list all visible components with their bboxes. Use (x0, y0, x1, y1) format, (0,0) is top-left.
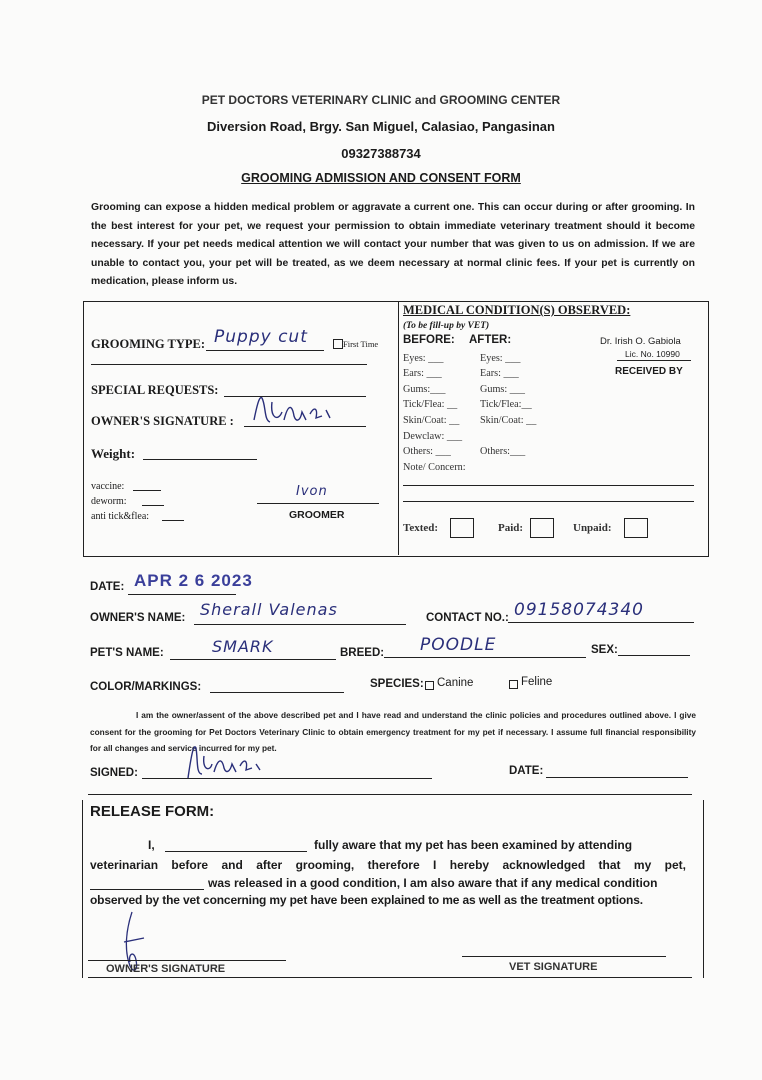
pet-name-label: PET'S NAME: (90, 647, 164, 659)
after-skin-coat: Skin/Coat: __ (480, 415, 537, 426)
release-line1-suffix: fully aware that my pet has been examined by attending (314, 838, 633, 852)
color-markings-label: COLOR/MARKINGS: (90, 681, 202, 693)
release-owner-name-line (165, 851, 307, 852)
before-eyes: Eyes: ___ (403, 353, 444, 364)
release-pet-name-line (90, 889, 204, 890)
pet-name-value[interactable]: SMARK (212, 637, 274, 656)
anti-tick-line (162, 520, 184, 521)
breed-label: BREED: (340, 647, 385, 659)
canine-checkbox[interactable] (425, 681, 434, 690)
before-skin-coat: Skin/Coat: __ (403, 415, 460, 426)
after-label: AFTER: (469, 334, 512, 346)
groomer-name: Ivon (296, 484, 328, 499)
note-concern-label: Note/ Concern: (403, 462, 466, 473)
owner-signature-image (244, 392, 344, 432)
received-by-label: RECEIVED BY (615, 366, 683, 377)
after-tick-flea: Tick/Flea:__ (480, 399, 532, 410)
contact-line (508, 622, 694, 623)
weight-line (143, 459, 257, 460)
vet-sig-line (462, 956, 666, 957)
date-line (128, 594, 236, 595)
groomer-line (257, 503, 379, 504)
first-time-checkbox[interactable] (333, 339, 343, 349)
sex-label: SEX: (591, 644, 618, 656)
unpaid-label: Unpaid: (573, 522, 612, 534)
box-divider (398, 301, 399, 555)
texted-label: Texted: (403, 522, 439, 534)
texted-checkbox[interactable] (450, 518, 474, 538)
owner-signature-label: OWNER'S SIGNATURE : (91, 414, 234, 428)
owner-name-line (194, 624, 406, 625)
grooming-type-line (206, 350, 324, 351)
intro-paragraph: Grooming can expose a hidden medical problem or aggravate a current one. This can occur during or after grooming. In the best interest for your pet, we request your permission to obtain immediate veterinary treatment should it become necessary. If your pet needs medical attention we will contact your number that was given to us on admission. If we are unable to contact you, your pet will be treated, as we deem necessary at normal clinic fees. If your pet is currently on medication, please inform us. (91, 202, 695, 287)
special-requests-label: SPECIAL REQUESTS: (91, 383, 219, 397)
feline-checkbox[interactable] (509, 680, 518, 689)
after-eyes: Eyes: ___ (480, 353, 521, 364)
signed-signature-image (180, 740, 270, 785)
canine-label: Canine (437, 677, 474, 689)
deworm-line (142, 505, 164, 506)
signed-label: SIGNED: (90, 767, 138, 779)
vaccine-line (133, 490, 161, 491)
owner-name-label: OWNER'S NAME: (90, 612, 186, 624)
color-markings-line (210, 692, 344, 693)
paid-checkbox[interactable] (530, 518, 554, 538)
before-dewclaw: Dewclaw: ___ (403, 431, 463, 442)
anti-tick-label: anti tick&flea: (91, 511, 150, 522)
note-line-2 (403, 501, 694, 502)
feline-label: Feline (521, 676, 553, 688)
after-ears: Ears: ___ (480, 368, 519, 379)
release-line1-prefix: I, (148, 838, 155, 852)
release-line2: veterinarian before and after grooming, therefore I hereby acknowledged that my pet, (90, 858, 686, 872)
release-line4: observed by the vet concerning my pet have been explained to me as well as the treatment options. (90, 893, 643, 907)
date2-line (546, 777, 688, 778)
before-others: Others: ___ (403, 446, 451, 457)
release-title: RELEASE FORM: (90, 803, 215, 820)
vet-license-line (617, 360, 691, 361)
clinic-address: Diversion Road, Brgy. San Miguel, Calasiao, Pangasinan (207, 119, 555, 134)
clinic-name: PET DOCTORS VETERINARY CLINIC and GROOMING CENTER (201, 93, 561, 107)
breed-value[interactable]: POODLE (420, 635, 497, 655)
contact-label: CONTACT NO.: (426, 612, 509, 624)
vaccine-label: vaccine: (91, 481, 125, 492)
unpaid-checkbox[interactable] (624, 518, 648, 538)
owner-name-value[interactable]: Sherall Valenas (200, 600, 338, 619)
after-gums: Gums: ___ (480, 384, 525, 395)
owner-sig-label: OWNER'S SIGNATURE (106, 963, 226, 975)
pet-name-line (170, 659, 336, 660)
deworm-label: deworm: (91, 496, 127, 507)
before-ears: Ears: ___ (403, 368, 442, 379)
species-label: SPECIES: (370, 678, 424, 690)
grooming-type-value[interactable]: Puppy cut (214, 327, 308, 347)
owner-sig-line (88, 960, 286, 961)
vet-sig-label: VET SIGNATURE (509, 961, 598, 973)
form-title: GROOMING ADMISSION AND CONSENT FORM (241, 171, 521, 185)
note-line-1 (403, 485, 694, 486)
before-tick-flea: Tick/Flea: __ (403, 399, 458, 410)
grooming-type-line-2 (91, 364, 367, 365)
vet-name: Dr. Irish O. Gabiola (600, 336, 681, 347)
section-separator (88, 794, 692, 795)
contact-value[interactable]: 09158074340 (514, 600, 644, 620)
medical-title: MEDICAL CONDITION(S) OBSERVED: (403, 303, 631, 317)
date-value[interactable]: APR 2 6 2023 (134, 571, 253, 590)
weight-label: Weight: (91, 446, 136, 461)
medical-subtitle: (To be fill-up by VET) (403, 321, 490, 331)
release-line3-suffix: was released in a good condition, I am also aware that if any medical condition (208, 876, 658, 890)
before-gums: Gums:___ (403, 384, 446, 395)
breed-line (384, 657, 586, 658)
clinic-phone: 09327388734 (341, 146, 421, 161)
date-label: DATE: (90, 581, 125, 593)
paid-label: Paid: (498, 522, 524, 534)
grooming-type-label: GROOMING TYPE: (91, 337, 206, 351)
vet-license: Lic. No. 10990 (625, 349, 680, 359)
release-bottom-line (88, 977, 692, 978)
date2-label: DATE: (509, 765, 544, 777)
consent-paragraph: I am the owner/assent of the above described pet and I have read and understand the clinic policies and procedures outlined above. I give consent for the grooming for Pet Doctors Veterinary Clinic to obtain emergency treatment for my pet if necessary. I assume full financial responsibility for all changes and service incurred for my pet. (90, 710, 696, 753)
groomer-label: GROOMER (289, 509, 345, 521)
sex-line (618, 655, 690, 656)
before-label: BEFORE: (403, 334, 455, 346)
after-others: Others:___ (480, 446, 526, 457)
first-time-label: First Time (343, 339, 379, 349)
